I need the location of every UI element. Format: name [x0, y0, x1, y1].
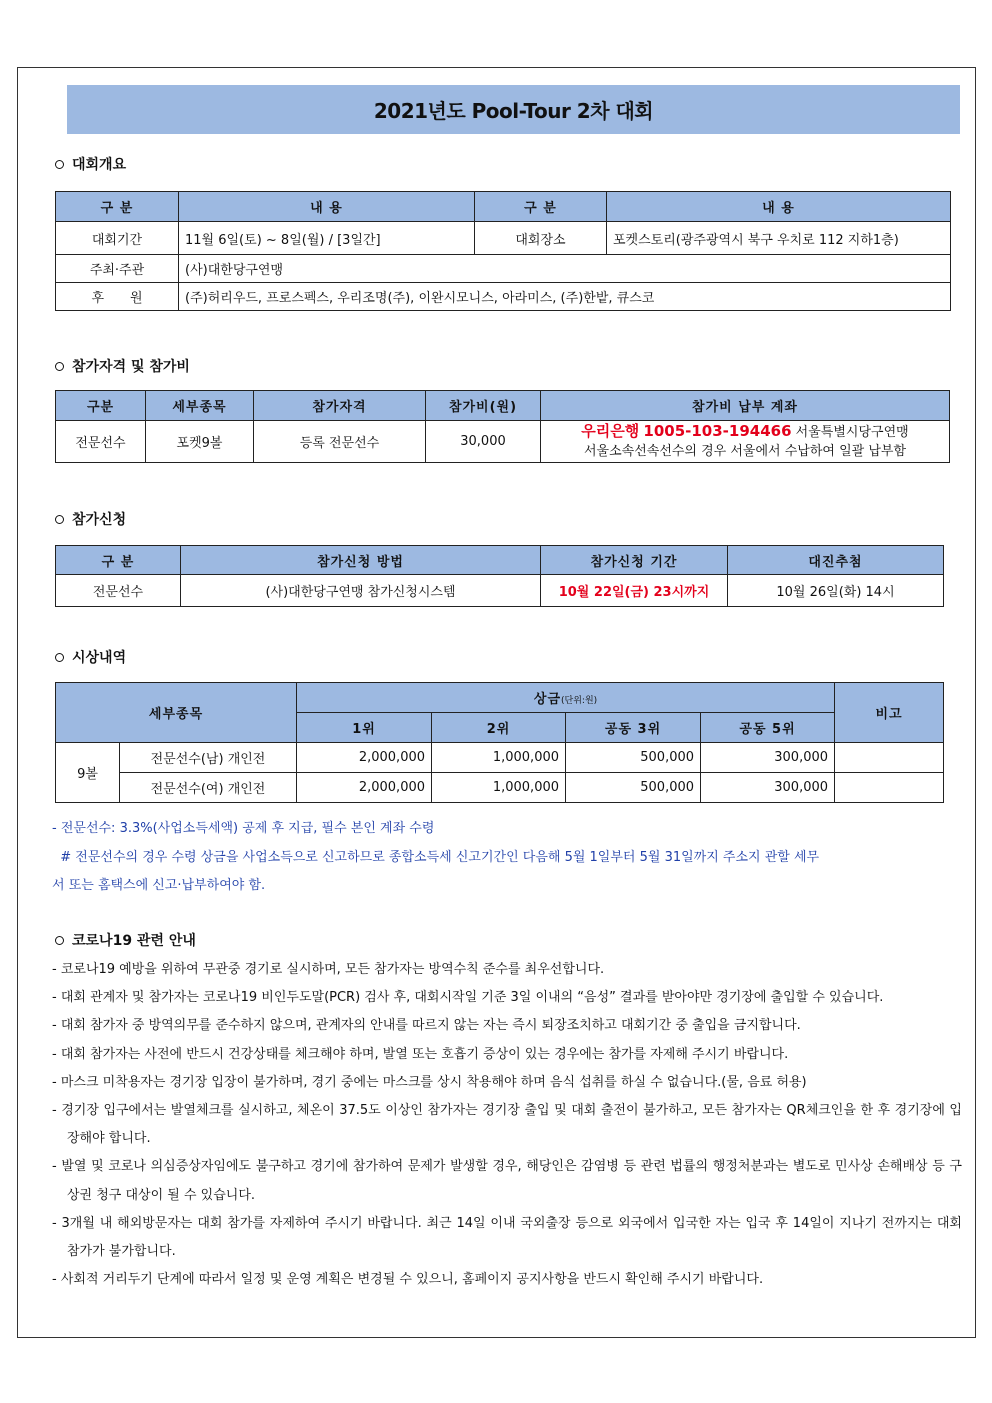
list-item: - 대회 참가자는 사전에 반드시 건강상태를 체크해야 하며, 발열 또는 호흡기 증상이 있는 경우에는 참가를 자제해 주시기 바랍니다. — [52, 1046, 789, 1062]
application-category: 전문선수 — [56, 575, 181, 607]
circle-bullet-icon — [55, 160, 64, 169]
header-cell: 참가자격 — [254, 391, 426, 421]
sponsor-value: (주)허리우드, 프로스펙스, 우리조명(주), 이완시모니스, 아라미스, (주)한밭, 큐스코 — [179, 283, 951, 311]
section-heading-text: 참가신청 — [72, 512, 127, 528]
rank-header: 공동 3위 — [566, 713, 701, 743]
prize-value: 500,000 — [566, 743, 701, 773]
header-cell: 참가신청 기간 — [541, 546, 728, 575]
fee-amount: 30,000 — [426, 421, 541, 463]
list-item: - 사회적 거리두기 단계에 따라서 일정 및 운영 계획은 변경될 수 있으니, 홈페이지 공지사항을 반드시 확인해 주시기 바랍니다. — [52, 1272, 764, 1288]
header-cell: 내 용 — [607, 192, 951, 222]
prize-header — [297, 683, 835, 713]
list-item: - 대회 관계자 및 참가자는 코로나19 비인두도말(PCR) 검사 후, 대회시작일 기준 3일 이내의 “음성” 결과를 받아야만 경기장에 출입할 수 있습니다. — [52, 990, 884, 1006]
section-heading-text: 대회개요 — [72, 157, 127, 173]
header-cell: 구 분 — [475, 192, 607, 222]
list-item: - 마스크 미착용자는 경기장 입장이 불가하며, 경기 중에는 마스크를 상시 착용해야 하며 음식 섭취를 하실 수 없습니다.(물, 음료 허용) — [52, 1074, 807, 1090]
list-item: - 코로나19 예방을 위하여 무관중 경기로 실시하며, 모든 참가자는 방역수칙 준수를 최우선합니다. — [52, 962, 605, 977]
prize-value: 2,000,000 — [297, 743, 432, 773]
prize-note-detail-1: # 전문선수의 경우 수령 상금을 사업소득으로 신고하므로 종합소득세 신고기간인 다음해 5월 1일부터 5월 31일까지 주소지 관할 세무 — [52, 850, 820, 865]
account-cell — [541, 421, 950, 463]
period-value: 11월 6일(토) ~ 8일(월) / [3일간] — [179, 222, 475, 255]
prize-value: 300,000 — [701, 773, 835, 803]
title-banner — [67, 85, 960, 134]
list-item: - 대회 참가자 중 방역의무를 준수하지 않으며, 관계자의 안내를 따르지 않는 자는 즉시 퇴장조치하고 대회기간 중 출입을 금지합니다. — [52, 1018, 801, 1034]
header-cell: 참가비 납부 계좌 — [541, 391, 950, 421]
prize-value: 2,000,000 — [297, 773, 432, 803]
header-cell: 세부종목 — [146, 391, 254, 421]
bank-name: 우리은행 — [581, 422, 640, 440]
section-heading-overview — [55, 154, 126, 174]
header-cell: 구분 — [56, 391, 146, 421]
list-item: - 발열 및 코로나 의심증상자임에도 불구하고 경기에 참가하여 문제가 발생할 경우, 해당인은 감염병 등 관련 법률의 행정처분과는 별도로 민사상 손해배상 등 구상권 청구 대상이 될 수 있습니다. — [52, 1159, 962, 1203]
circle-bullet-icon — [55, 515, 64, 524]
document-title: 2021년도 Pool-Tour 2차 대회 — [373, 99, 654, 123]
prize-remark — [835, 773, 944, 803]
prize-value: 1,000,000 — [432, 773, 566, 803]
section-heading-text: 참가자격 및 참가비 — [72, 359, 190, 375]
prize-table — [55, 682, 944, 803]
account-note: 서울소속선속선수의 경우 서울에서 수납하여 일괄 납부함 — [583, 444, 907, 459]
host-value: (사)대한당구연맹 — [179, 255, 951, 283]
list-item: - 3개월 내 해외방문자는 대회 참가를 자제하여 주시기 바랍니다. 최근 14일 이내 국외출장 등으로 외국에서 입국한 자는 입국 후 14일이 지나기 전까지는 대회 참가가 불가합니다. — [52, 1215, 962, 1260]
header-cell: 참가비(원) — [426, 391, 541, 421]
header-cell: 구 분 — [56, 192, 179, 222]
application-deadline: 10월 22일(금) 23시까지 — [541, 575, 728, 607]
fee-qualification: 등록 전문선수 — [254, 421, 426, 463]
circle-bullet-icon — [55, 653, 64, 662]
prize-header-text: 상금 — [533, 692, 562, 707]
header-cell: 내 용 — [179, 192, 475, 222]
rank-header: 2위 — [432, 713, 566, 743]
fee-category: 전문선수 — [56, 421, 146, 463]
prize-row-name: 전문선수(남) 개인전 — [120, 743, 297, 773]
prize-value: 500,000 — [566, 773, 701, 803]
section-heading-application — [55, 509, 126, 529]
section-heading-text: 시상내역 — [72, 650, 127, 666]
overview-table — [55, 191, 951, 311]
header-cell: 대진추첨 — [728, 546, 944, 575]
prize-value: 300,000 — [701, 743, 835, 773]
circle-bullet-icon — [55, 362, 64, 371]
account-number: 1005-103-194466 — [643, 422, 792, 440]
venue-value: 포켓스토리(광주광역시 북구 우치로 112 지하1층) — [607, 222, 951, 255]
prize-row-name: 전문선수(여) 개인전 — [120, 773, 297, 803]
prize-group: 9볼 — [56, 743, 120, 803]
fee-table — [55, 390, 950, 463]
header-cell: 참가신청 방법 — [181, 546, 541, 575]
prize-unit: (단위:원) — [561, 696, 598, 706]
section-heading-eligibility — [55, 356, 190, 376]
list-item: - 경기장 입구에서는 발열체크를 실시하고, 체온이 37.5도 이상인 참가자는 경기장 출입 및 대회 출전이 불가하고, 모든 참가자는 QR체크인을 한 후 경기장에 입장해야 합니다. — [52, 1103, 962, 1147]
section-heading-text: 코로나19 관련 안내 — [72, 933, 196, 949]
section-heading-prizes — [55, 647, 126, 667]
prize-remark — [835, 743, 944, 773]
prize-note-detail-2: 서 또는 홈택스에 신고·납부하여야 함. — [52, 878, 266, 893]
fee-event: 포켓9볼 — [146, 421, 254, 463]
rank-header: 1위 — [297, 713, 432, 743]
prize-note-tax: - 전문선수: 3.3%(사업소득세액) 공제 후 지급, 필수 본인 계좌 수령 — [52, 821, 435, 836]
application-table — [55, 545, 944, 607]
prize-value: 1,000,000 — [432, 743, 566, 773]
rank-header: 공동 5위 — [701, 713, 835, 743]
account-holder: 서울특별시당구연맹 — [795, 425, 909, 440]
circle-bullet-icon — [55, 936, 64, 945]
period-label: 대회기간 — [56, 222, 179, 255]
header-cell: 구 분 — [56, 546, 181, 575]
draw-date: 10월 26일(화) 14시 — [728, 575, 944, 607]
sponsor-label: 후 원 — [56, 283, 179, 311]
remark-header: 비고 — [835, 683, 944, 743]
covid-guidelines — [52, 956, 962, 1294]
venue-label: 대회장소 — [475, 222, 607, 255]
host-label: 주최·주관 — [56, 255, 179, 283]
event-header: 세부종목 — [56, 683, 297, 743]
section-heading-covid — [55, 930, 196, 950]
application-method: (사)대한당구연맹 참가신청시스템 — [181, 575, 541, 607]
